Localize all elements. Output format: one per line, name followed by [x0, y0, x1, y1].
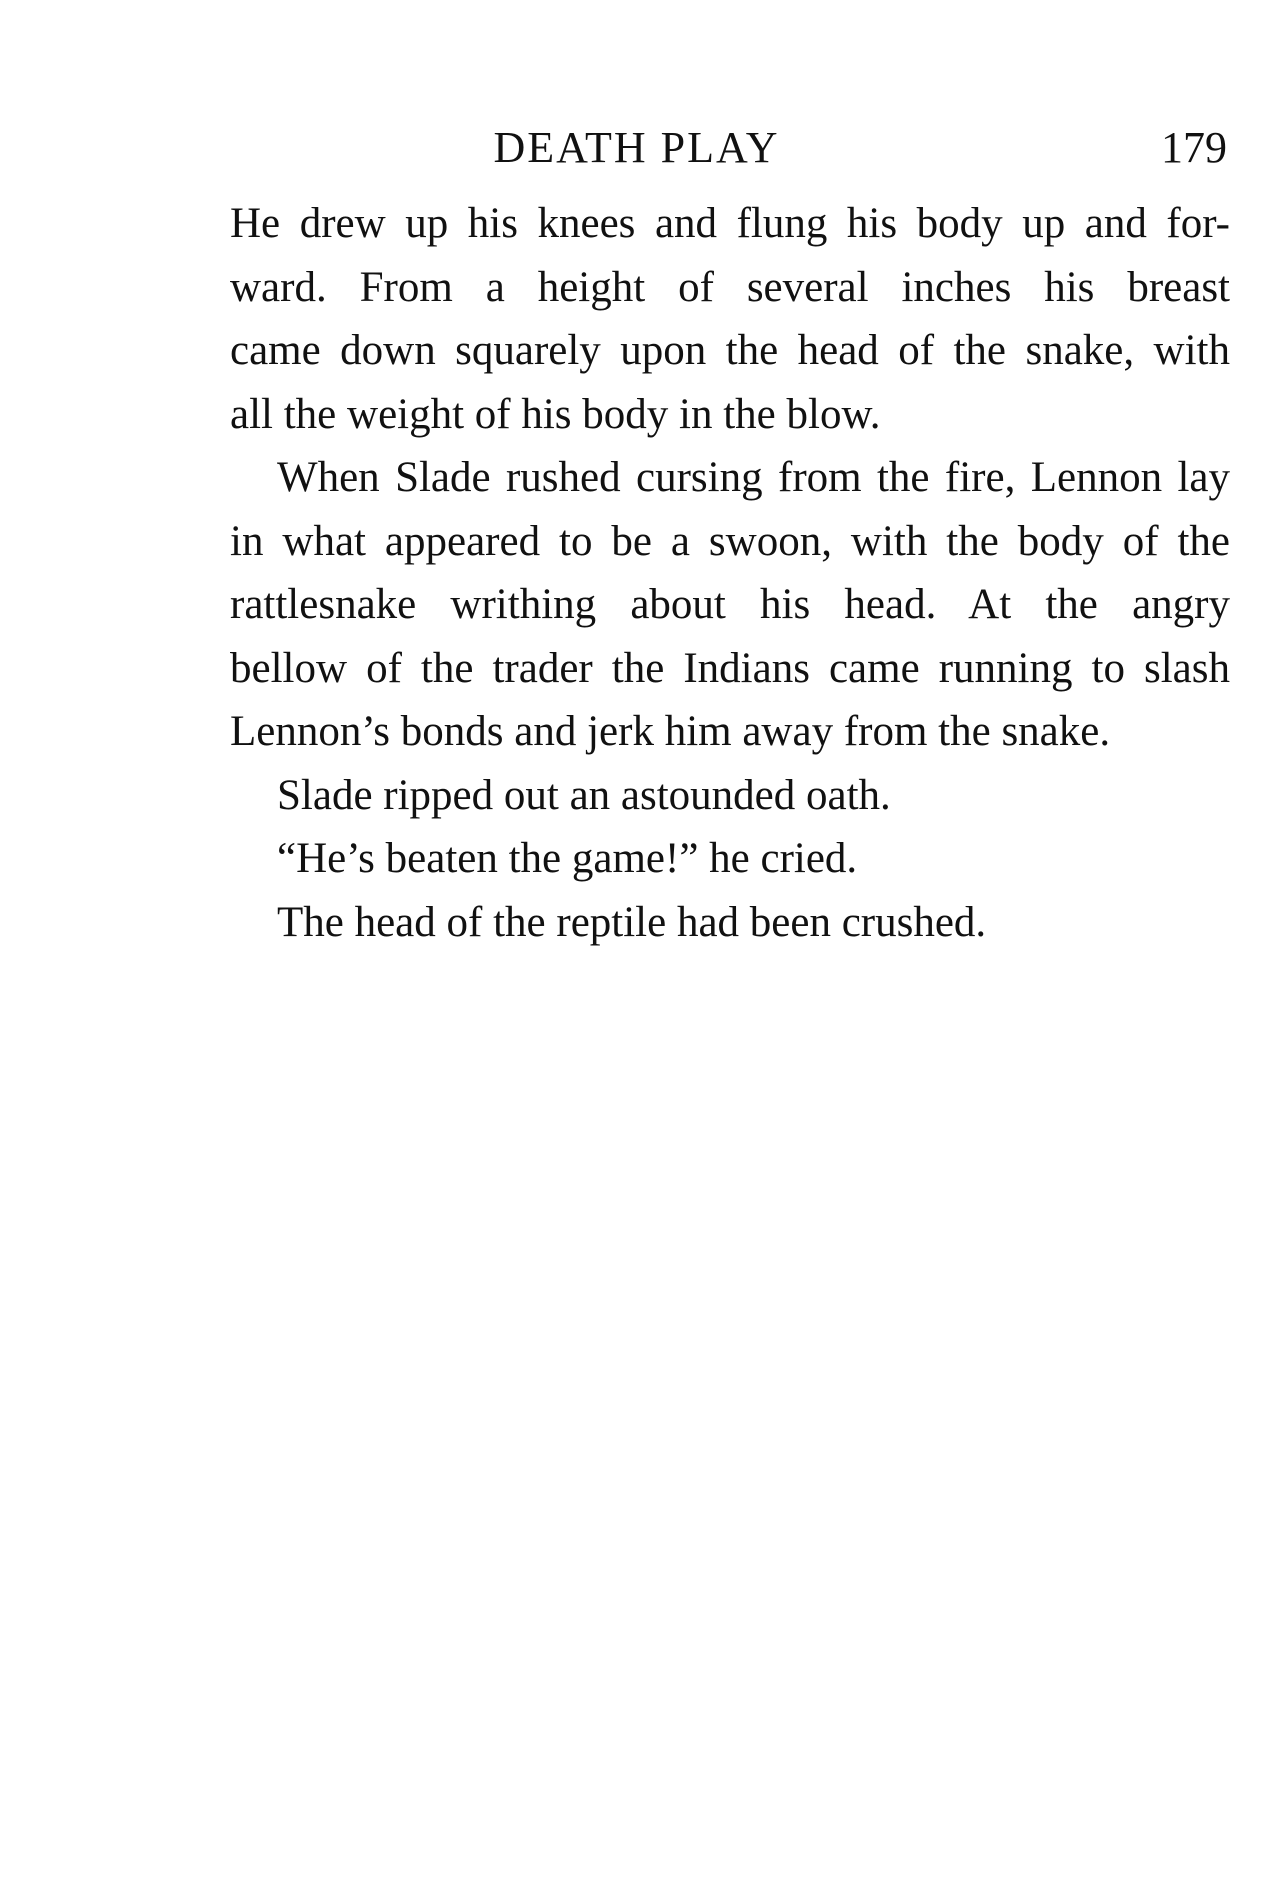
body-text — [230, 192, 1230, 954]
running-title: DEATH PLAY — [493, 123, 780, 172]
text-line: He drew up his knees and flung his body up and for- — [230, 200, 1230, 247]
text-line: Slade ripped out an astounded oath. — [277, 771, 891, 819]
text-line: The head of the reptile had been crushed. — [277, 898, 987, 946]
text-line: bellow of the trader the Indians came running to slash — [230, 644, 1230, 692]
text-line: in what appeared to be a swoon, with the body of the — [230, 517, 1230, 565]
text-line: all the weight of his body in the blow. — [230, 390, 881, 438]
paragraph-3 — [230, 764, 1230, 828]
paragraph-4 — [230, 827, 1230, 891]
paragraph-1 — [230, 192, 1230, 446]
running-head — [0, 118, 1273, 178]
page-number: 179 — [1161, 123, 1227, 172]
paragraph-5 — [230, 891, 1230, 955]
paragraph-2 — [230, 446, 1230, 764]
text-line: came down squarely upon the head of the snake, with — [230, 327, 1230, 374]
text-line: rattlesnake writhing about his head. At the angry — [230, 581, 1230, 628]
text-line: ward. From a height of several inches his breast — [230, 263, 1230, 311]
text-line: Lennon’s bonds and jerk him away from the snake. — [230, 708, 1111, 755]
text-line: “He’s beaten the game!” he cried. — [277, 835, 858, 882]
text-line: When Slade rushed cursing from the fire, Lennon lay — [277, 454, 1230, 501]
